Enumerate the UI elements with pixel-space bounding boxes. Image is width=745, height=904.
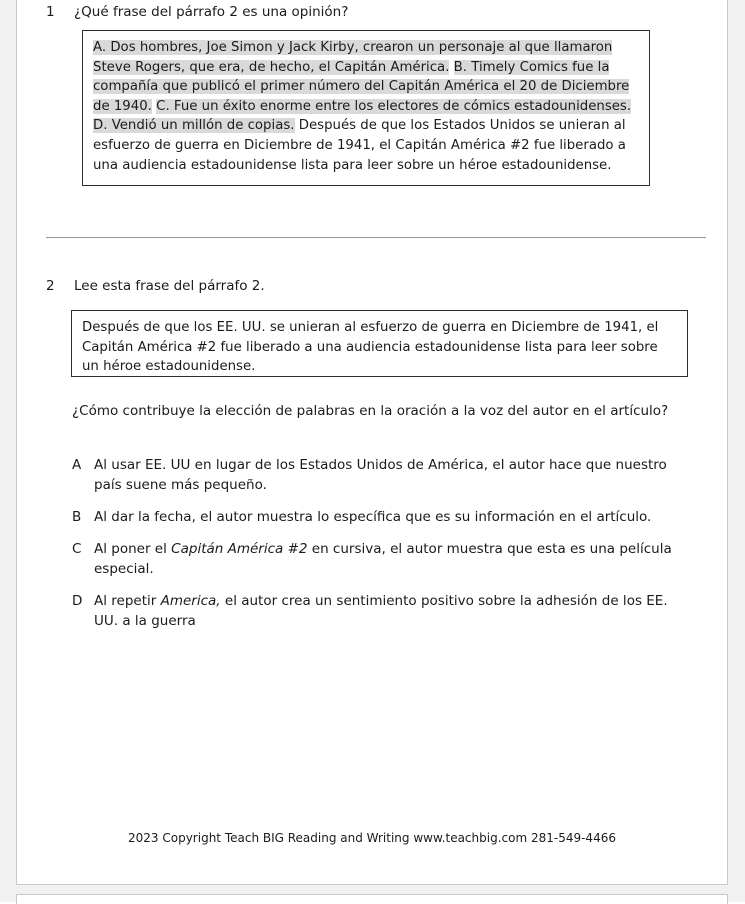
question-2-prompt-text: ¿Cómo contribuye la elección de palabras en la oración a la voz del autor en el artículo? [72, 403, 669, 419]
question-1-header [46, 3, 706, 22]
answer-choice-text [94, 591, 682, 631]
question-1-passage-text [93, 40, 631, 173]
italic-title-run: America, [160, 593, 221, 609]
answer-choice-text [94, 507, 682, 527]
passage-text-run: Después de que los Estados Unidos se unieran al esfuerzo de guerra en Diciembre de 1941, el Capitán América #2 fue liberado a una audiencia estadounidense lista para leer sobre un héroe estadounidense. [93, 118, 626, 173]
italic-title-run: Capitán América #2 [171, 541, 308, 557]
answer-choice-b[interactable] [72, 507, 682, 527]
highlighted-sentence: D. Vendió un millón de copias. [93, 118, 295, 134]
answer-choice-text [94, 539, 682, 579]
question-2-choice-list [72, 455, 682, 631]
answer-choice-letter: D [72, 593, 83, 609]
question-1-passage-box [82, 30, 650, 186]
next-page-top-edge [16, 894, 728, 904]
choice-text-run: en cursiva, el autor muestra que esta es una película especial. [94, 541, 672, 577]
answer-choice-a[interactable] [72, 455, 682, 495]
question-2-header [46, 277, 706, 296]
choice-text-run: Al dar la fecha, el autor muestra lo específica que es su información en el artículo. [94, 509, 652, 525]
answer-choice-text [94, 455, 682, 495]
choice-text-run: Al poner el [94, 541, 172, 557]
highlighted-sentence: A. Dos hombres, Joe Simon y Jack Kirby, crearon un personaje al que llamaron Steve Rogers, que era, de hecho, el Capitán América. [93, 40, 613, 75]
section-divider [46, 237, 706, 238]
answer-choice-letter: A [72, 457, 82, 473]
highlighted-sentence: B. Timely Comics fue la compañía que publicó el primer número del Capitán América el 20 de Diciembre de 1940. [93, 59, 630, 114]
footer-copyright-text: 2023 Copyright Teach BIG Reading and Writing www.teachbig.com 281-549-4466 [128, 831, 616, 845]
question-2-passage-box [71, 310, 688, 377]
highlighted-sentence: C. Fue un éxito enorme entre los electores de cómics estadounidenses. [156, 98, 632, 114]
page-footer [17, 830, 727, 846]
document-page [16, 0, 728, 885]
question-2 [46, 277, 706, 296]
choice-text-run: Al usar EE. UU en lugar de los Estados Unidos de América, el autor hace que nuestro país suene más pequeño. [94, 457, 667, 493]
question-2-passage-text: Después de que los EE. UU. se unieran al esfuerzo de guerra en Diciembre de 1941, el Capitán América #2 fue liberado a una audiencia estadounidense lista para leer sobre un héroe estadounidense. [82, 320, 659, 375]
choice-text-run: Al repetir [94, 593, 161, 609]
answer-choice-d[interactable] [72, 591, 682, 631]
answer-choice-c[interactable] [72, 539, 682, 579]
question-2-stem: Lee esta frase del párrafo 2. [74, 278, 265, 294]
question-1-number: 1 [46, 4, 55, 20]
answer-choice-letter: B [72, 509, 82, 525]
question-2-number: 2 [46, 278, 55, 294]
question-1-stem: ¿Qué frase del párrafo 2 es una opinión? [74, 4, 349, 20]
choice-text-run: el autor crea un sentimiento positivo sobre la adhesión de los EE. UU. a la guerra [94, 593, 668, 629]
question-2-prompt [72, 401, 672, 421]
question-1 [46, 3, 706, 22]
answer-choice-letter: C [72, 541, 82, 557]
